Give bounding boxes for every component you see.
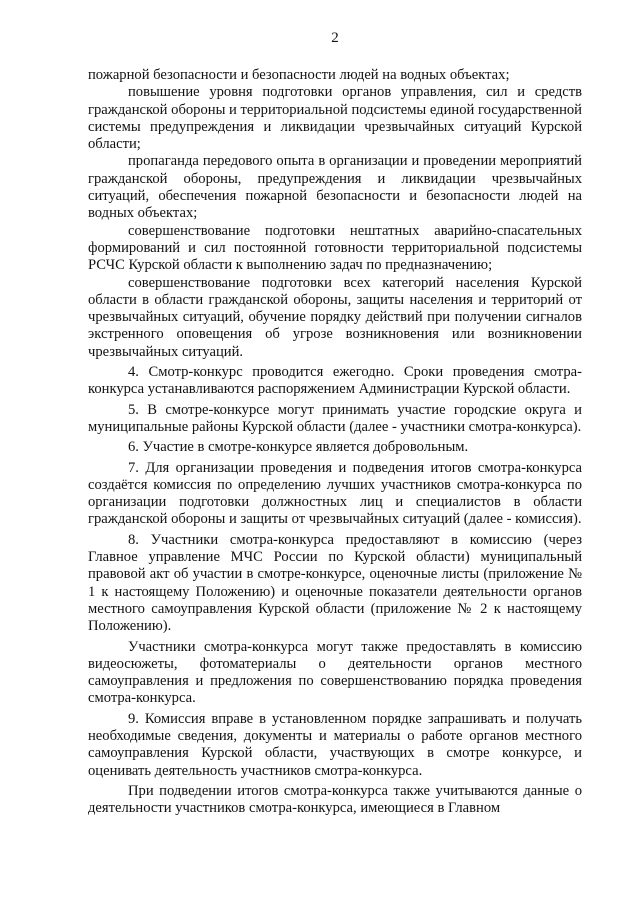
paragraph: 7. Для организации проведения и подведения итогов смотра-конкурса создаётся комиссия по определению лучших участников смотра-конкурса по организации подготовки должностных лиц и специалистов в области гражданской обороны и защиты от чрезвычайных ситуаций (далее - комиссия). (88, 459, 582, 528)
paragraph: совершенствование подготовки нештатных аварийно-спасательных формирований и сил постоянной готовности территориальной подсистемы РСЧС Курской области к выполнению задач по предназначению; (88, 222, 582, 274)
paragraph: 8. Участники смотра-конкурса предоставляют в комиссию (через Главное управление МЧС России по Курской области) муниципальный правовой акт об участии в смотре-конкурсе, оценочные листы (приложение № 1 к настоящему Положению) и оценочные показатели деятельности органов местного самоуправления Курской области (приложение № 2 к настоящему Положению). (88, 531, 582, 635)
paragraph: пропаганда передового опыта в организации и проведении мероприятий гражданской обороны, предупреждения и ликвидации чрезвычайных ситуаций, обеспечения пожарной безопасности и безопасности людей на водных объектах; (88, 153, 582, 222)
paragraph: пожарной безопасности и безопасности людей на водных объектах; (88, 67, 510, 83)
paragraph: совершенствование подготовки всех категорий населения Курской области в области гражданской обороны, защиты населения и территорий от чрезвычайных ситуаций, обучение порядку действий при получении сигналов экстренного оповещения об угрозе возникновения или возникновении чрезвычайных ситуаций. (88, 274, 582, 360)
paragraph: Участники смотра-конкурса могут также предоставлять в комиссию видеосюжеты, фотоматериалы о деятельности органов местного самоуправления и предложения по совершенствованию порядка проведения смотра-конкурса. (88, 638, 582, 707)
paragraph: повышение уровня подготовки органов управления, сил и средств гражданской обороны и территориальной подсистемы единой государственной системы предупреждения и ликвидации чрезвычайных ситуаций Курской области; (88, 84, 582, 153)
paragraph: 5. В смотре-конкурсе могут принимать участие городские округа и муниципальные районы Курской области (далее - участники смотра-конкурса). (88, 401, 582, 435)
paragraph: При подведении итогов смотра-конкурса также учитываются данные о деятельности участников смотра-конкурса, имеющиеся в Главном (88, 782, 582, 817)
paragraph: 9. Комиссия вправе в установленном порядке запрашивать и получать необходимые сведения, документы и материалы о работе органов местного самоуправления Курской области, участвующих в смотре конкурсе, и оценивать деятельность участников смотра-конкурса. (88, 710, 582, 779)
page-number: 2 (331, 30, 339, 46)
paragraph: 4. Смотр-конкурс проводится ежегодно. Сроки проведения смотра-конкурса устанавливаются распоряжением Администрации Курской области. (88, 364, 582, 398)
document-body (88, 67, 582, 817)
paragraph: 6. Участие в смотре-конкурсе является добровольным. (128, 439, 469, 456)
